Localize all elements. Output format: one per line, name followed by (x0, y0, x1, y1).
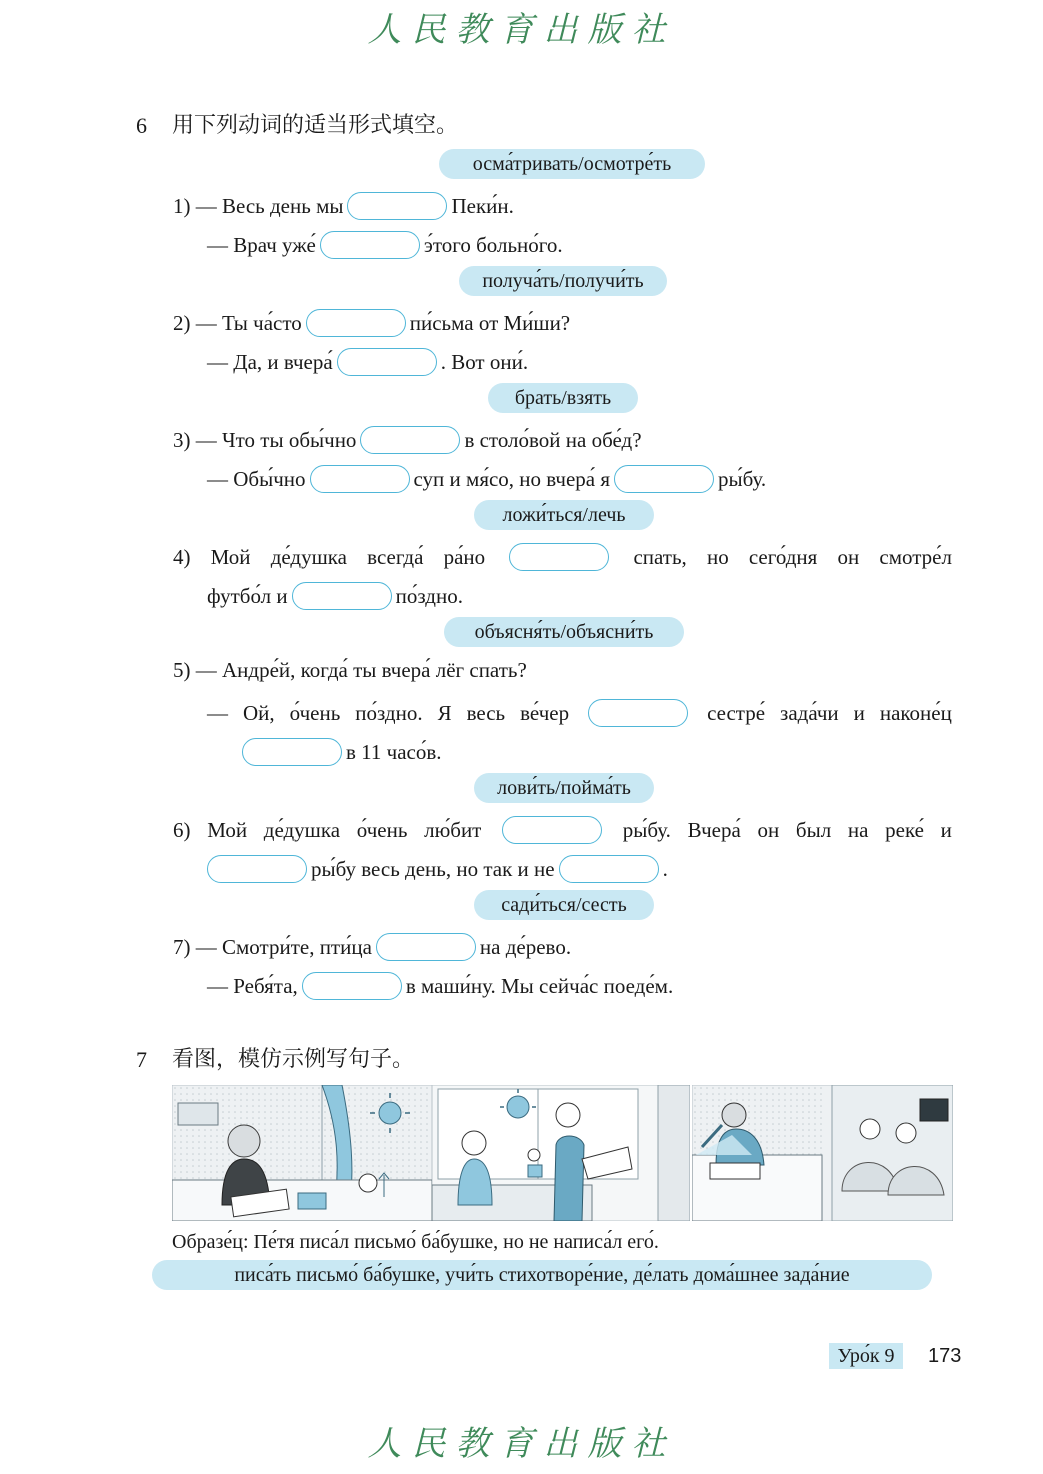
text: — Что ты обы́чно (195, 428, 357, 452)
word: де́душка (263, 818, 341, 842)
item-7-line-a (173, 932, 571, 962)
answer-blank[interactable] (292, 582, 392, 610)
answer-blank[interactable] (376, 933, 476, 961)
word: о́чень (356, 818, 408, 842)
illustration-writing-letter (172, 1085, 432, 1221)
word: он (757, 818, 780, 842)
word: и (853, 701, 865, 725)
text: в столо́вой на обе́д? (464, 428, 642, 452)
text: в 11 часо́в. (346, 740, 442, 764)
answer-blank[interactable] (347, 192, 447, 220)
answer-blank[interactable] (302, 972, 402, 1000)
page-number: 173 (928, 1345, 962, 1367)
word: ве́чер (520, 701, 570, 725)
answer-blank[interactable] (310, 465, 410, 493)
item-6-line-b (203, 854, 668, 884)
lesson-label: Уро́к 9 (829, 1343, 903, 1369)
item-1-line-b (207, 230, 563, 260)
text: ры́бу весь день, но так и не (311, 857, 555, 881)
answer-blank[interactable] (337, 348, 437, 376)
word: по́здно. (355, 701, 423, 725)
illustration-learning-poem (432, 1085, 690, 1221)
text: — Весь день мы (195, 194, 344, 218)
text: э́того больно́го. (423, 233, 563, 257)
text: — Врач уже́ (207, 233, 316, 257)
word: сего́дня (748, 545, 818, 569)
answer-blank[interactable] (320, 231, 420, 259)
answer-blank[interactable] (306, 309, 406, 337)
text: на де́рево. (479, 935, 572, 959)
item-number: 6) (173, 818, 191, 842)
text: по́здно. (395, 584, 463, 608)
item-2-line-a (173, 308, 570, 338)
item-number: 5) (173, 658, 191, 682)
verb-pair-pill: ложи́ться/лечь (474, 500, 654, 530)
word: и (940, 818, 952, 842)
answer-blank[interactable] (588, 699, 688, 727)
item-7-line-b (207, 971, 673, 1001)
item-6-line-a (173, 815, 952, 845)
text: . (662, 857, 668, 881)
phrases-bar: писа́ть письмо́ ба́бушке, учи́ть стихотворе́ние, де́лать дома́шнее зада́ние (152, 1260, 932, 1290)
item-number: 3) (173, 428, 191, 452)
verb-pair-pill: получа́ть/получи́ть (459, 266, 667, 296)
text: суп и мя́со, но вчера́ я (413, 467, 611, 491)
exercise-7-number: 7 (136, 1047, 147, 1072)
text: — Да, и вчера́ (207, 350, 333, 374)
word: был (795, 818, 832, 842)
item-number: 4) (173, 545, 191, 569)
illustration-doing-homework (692, 1085, 953, 1221)
word: о́чень (289, 701, 341, 725)
item-1-line-a (173, 191, 514, 221)
answer-blank[interactable] (509, 543, 609, 571)
answer-blank[interactable] (614, 465, 714, 493)
answer-blank[interactable] (360, 426, 460, 454)
item-2-line-b (207, 347, 528, 377)
item-number: 2) (173, 311, 191, 335)
word: Мой (210, 545, 251, 569)
publisher-logo-bottom: 人民教育出版社 (367, 1424, 676, 1464)
item-5-line-c (238, 737, 442, 767)
exercise-7-title: 看图，模仿示例写句子。 (172, 1047, 415, 1072)
word: спать, (633, 545, 687, 569)
text: — Андре́й, когда́ ты вчера́ лёг спать? (195, 658, 527, 682)
word: зада́чи (780, 701, 839, 725)
word: Я (437, 701, 452, 725)
text: — Смотри́те, пти́ца (195, 935, 372, 959)
word: ра́но (443, 545, 486, 569)
word: на (847, 818, 869, 842)
exercise-6-title: 用下列动词的适当形式填空。 (172, 113, 459, 138)
text: пи́сьма от Ми́ши? (409, 311, 571, 335)
answer-blank[interactable] (502, 816, 602, 844)
exercise-6-number: 6 (136, 113, 147, 138)
word: весь (466, 701, 506, 725)
word: — (207, 701, 228, 725)
word: де́душка (270, 545, 347, 569)
word: он (837, 545, 860, 569)
verb-pair-pill: лови́ть/пойма́ть (474, 773, 654, 803)
item-4-line-b (207, 581, 463, 611)
word: реке́ (885, 818, 924, 842)
word: сестре́ (707, 701, 766, 725)
item-3-line-a (173, 425, 642, 455)
text: — Обы́чно (207, 467, 306, 491)
item-number: 1) (173, 194, 191, 218)
word: всегда́ (367, 545, 424, 569)
example-sentence: Образе́ц: Пе́тя писа́л письмо́ ба́бушке, но не написа́л его́. (172, 1231, 659, 1253)
verb-pair-pill: объясня́ть/объясни́ть (444, 617, 684, 647)
answer-blank[interactable] (559, 855, 659, 883)
item-5-line-b (207, 698, 952, 728)
verb-pair-pill: сади́ться/сесть (474, 890, 654, 920)
text: — Ты ча́сто (195, 311, 302, 335)
item-4-line-a (173, 542, 952, 572)
word: ры́бу. (622, 818, 671, 842)
publisher-logo-top: 人民教育出版社 (367, 10, 676, 50)
answer-blank[interactable] (242, 738, 342, 766)
word: Ой, (242, 701, 275, 725)
verb-pair-pill: осма́тривать/осмотре́ть (439, 149, 705, 179)
item-3-line-b (207, 464, 766, 494)
text: футбо́л и (207, 584, 288, 608)
text: в маши́ну. Мы сейча́с поеде́м. (405, 974, 674, 998)
verb-pair-pill: брать/взять (488, 383, 638, 413)
text: Пеки́н. (451, 194, 514, 218)
word: Мой (207, 818, 248, 842)
word: смотре́л (879, 545, 952, 569)
item-5-line-a (173, 655, 527, 685)
word: лю́бит (424, 818, 482, 842)
text: . Вот они́. (440, 350, 529, 374)
item-number: 7) (173, 935, 191, 959)
text: ры́бу. (718, 467, 767, 491)
answer-blank[interactable] (207, 855, 307, 883)
word: наконе́ц (879, 701, 952, 725)
text: — Ребя́та, (207, 974, 298, 998)
word: но (706, 545, 729, 569)
word: Вчера́ (687, 818, 741, 842)
